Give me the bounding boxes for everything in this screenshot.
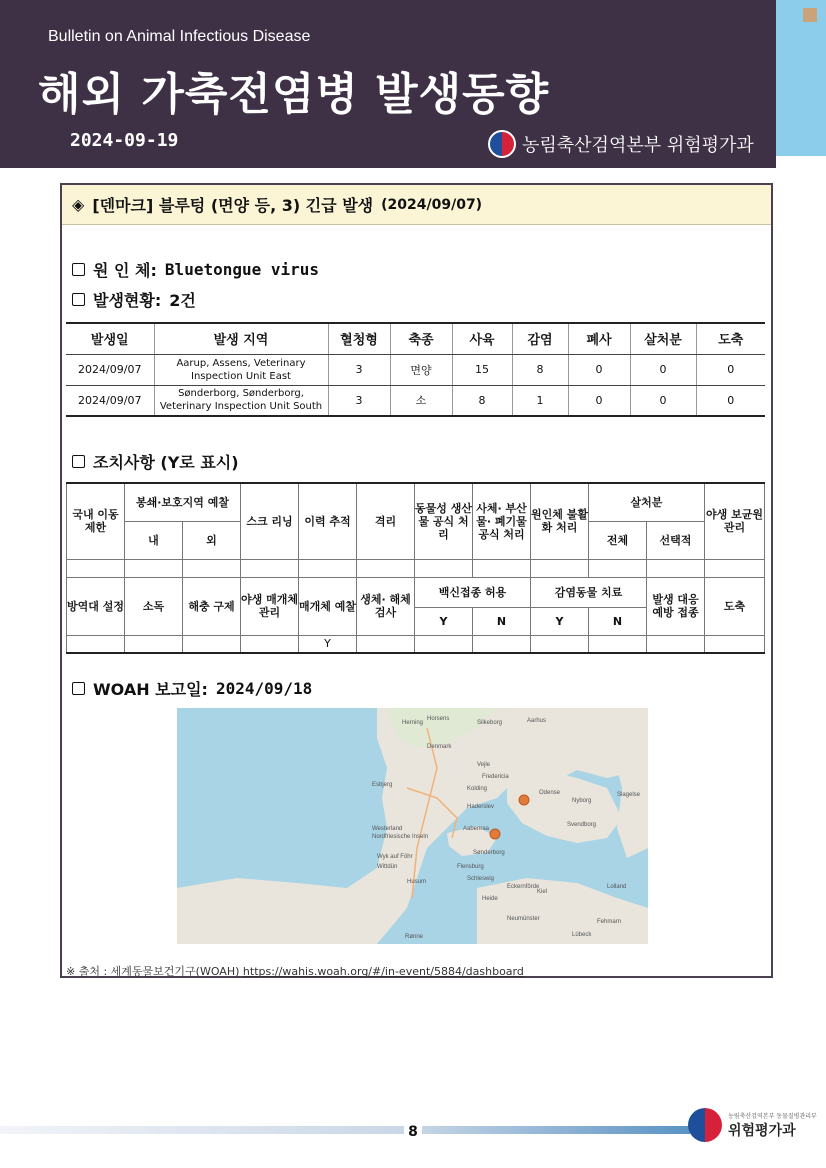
outbreak-marker — [490, 829, 500, 839]
cell: Aarup, Assens, Veterinary Inspection Unit East — [154, 354, 328, 385]
measure-zone-in: 내 — [125, 521, 183, 559]
cell: 8 — [512, 354, 568, 385]
measure-zone: 봉쇄·보호지역 예찰 — [125, 483, 241, 521]
value-cell — [473, 635, 531, 653]
measure-isolation: 격리 — [357, 483, 415, 559]
col-header: 폐사 — [568, 323, 630, 354]
footer-bar — [0, 1126, 690, 1134]
value-cell — [589, 635, 647, 653]
footer-logo — [688, 1108, 817, 1142]
cell: 0 — [568, 385, 630, 416]
value-cell — [241, 635, 299, 653]
measure-biotest: 생체· 해체 검사 — [357, 577, 415, 635]
map-svg — [177, 708, 648, 944]
status-label: 발생현황: — [93, 291, 162, 310]
map-label: Lübeck — [572, 932, 592, 938]
map-label: Lolland — [607, 884, 627, 890]
measure-cull-selective: 선택적 — [647, 521, 705, 559]
value-cell — [705, 635, 765, 653]
source-link[interactable]: https://wahis.woah.org/#/in-event/5884/dashboard — [242, 965, 524, 978]
cell: Sønderborg, Sønderborg, Veterinary Inspection Unit South — [154, 385, 328, 416]
pathogen-line — [72, 258, 319, 281]
measures-values-row — [67, 635, 765, 653]
page-title: 해외 가축전염병 발생동향 — [38, 69, 550, 120]
map-label: Slagelse — [617, 792, 641, 798]
col-header: 발생일 — [66, 323, 154, 354]
map-label: Herning — [402, 720, 424, 726]
measure-vaccine: 백신접종 허용 — [415, 577, 531, 607]
map-label: Husum — [407, 879, 427, 885]
status-value: 2건 — [169, 291, 196, 310]
map-label: Rønne — [405, 934, 424, 940]
page-number: 8 — [404, 1124, 422, 1142]
map-label: Heide — [482, 896, 498, 902]
government-emblem-icon — [688, 1108, 722, 1142]
map-label: Aarhus — [527, 718, 547, 724]
col-header: 살처분 — [630, 323, 696, 354]
col-header: 사육 — [452, 323, 512, 354]
value-cell — [531, 559, 589, 577]
measures-line — [72, 450, 239, 473]
measure-screening: 스크 리닝 — [241, 483, 299, 559]
section-title-text: [덴마크] 블루텅 (면양 등, 3) 긴급 발생 — [92, 196, 374, 215]
map-label: Denmark — [427, 744, 452, 750]
woah-line — [72, 677, 312, 700]
side-square — [803, 8, 817, 22]
measure-culling: 살처분 — [589, 483, 705, 521]
map-label: Flensburg — [457, 864, 484, 870]
woah-date: 2024/09/18 — [215, 679, 313, 698]
table-row — [66, 385, 765, 416]
cell: 소 — [390, 385, 452, 416]
measure-cull-all: 전체 — [589, 521, 647, 559]
section-title — [62, 185, 771, 225]
map-label: Fredericia — [482, 774, 509, 780]
measures-label: 조치사항 (Y로 표시) — [93, 453, 239, 472]
col-header: 축종 — [390, 323, 452, 354]
measures-values-row — [67, 559, 765, 577]
map-label: Nyborg — [572, 798, 592, 804]
map-label: Wittdün — [377, 864, 398, 870]
value-cell — [183, 559, 241, 577]
outbreak-table — [66, 322, 765, 417]
page-header — [0, 0, 776, 168]
value-cell — [183, 635, 241, 653]
value-cell — [531, 635, 589, 653]
vaccine-y: Y — [415, 607, 473, 635]
map-label: Sønderborg — [473, 850, 505, 856]
source-label: ※ 출처 : 세계동물보건기구(WOAH) — [66, 965, 240, 978]
value-cell — [647, 559, 705, 577]
measure-zone-out: 외 — [183, 521, 241, 559]
measure-zoning: 방역대 설정 — [67, 577, 125, 635]
footer-org-small: 농림축산검역본부 동물질병관리부 — [728, 1112, 817, 1120]
map-label: Svendborg — [567, 822, 597, 828]
cell: 0 — [568, 354, 630, 385]
measure-trace: 이력 추적 — [299, 483, 357, 559]
map-label: Eckernförde — [507, 884, 540, 890]
measure-movement: 국내 이동 제한 — [67, 483, 125, 559]
table-row — [66, 354, 765, 385]
map-label: Fehmarn — [597, 919, 622, 925]
cell: 15 — [452, 354, 512, 385]
pathogen-value: Bluetongue virus — [164, 260, 320, 279]
cell: 0 — [696, 354, 765, 385]
vector-surv-mark: Y — [299, 635, 357, 653]
source-note — [66, 963, 524, 979]
bulletin-subtitle: Bulletin on Animal Infectious Disease — [48, 28, 311, 45]
checkbox-icon — [72, 293, 85, 306]
diamond-icon: ◈ — [72, 195, 85, 214]
measure-treat: 감염동물 치료 — [531, 577, 647, 607]
value-cell — [647, 635, 705, 653]
value-cell — [299, 559, 357, 577]
outbreak-map — [177, 708, 648, 944]
col-header: 감염 — [512, 323, 568, 354]
cell: 3 — [328, 354, 390, 385]
map-label: Silkeborg — [477, 720, 503, 726]
treat-y: Y — [531, 607, 589, 635]
measure-slaughter: 도축 — [705, 577, 765, 635]
cell: 면양 — [390, 354, 452, 385]
outbreak-marker — [519, 795, 529, 805]
checkbox-icon — [72, 682, 85, 695]
checkbox-icon — [72, 263, 85, 276]
map-label: Vejle — [477, 762, 491, 768]
bulletin-date: 2024-09-19 — [70, 130, 179, 151]
map-label: Esbjerg — [372, 782, 393, 788]
measure-pest: 해충 구제 — [183, 577, 241, 635]
measure-disinfection: 소독 — [125, 577, 183, 635]
cell: 0 — [696, 385, 765, 416]
map-label: Haderslev — [467, 804, 495, 810]
value-cell — [67, 559, 125, 577]
value-cell — [67, 635, 125, 653]
value-cell — [357, 635, 415, 653]
value-cell — [589, 559, 647, 577]
col-header: 발생 지역 — [154, 323, 328, 354]
measure-prevent-vac: 발생 대응 예방 접종 — [647, 577, 705, 635]
value-cell — [241, 559, 299, 577]
cell: 0 — [630, 354, 696, 385]
map-label: Nordfriesische Inseln — [372, 834, 429, 840]
checkbox-icon — [72, 455, 85, 468]
map-label: Wyk auf Föhr — [377, 854, 413, 860]
measure-inactivation: 원인체 불활화 처리 — [531, 483, 589, 559]
cell: 2024/09/07 — [66, 354, 154, 385]
section-date: (2024/09/07) — [381, 196, 483, 213]
cell: 3 — [328, 385, 390, 416]
table-header-row — [66, 323, 765, 354]
map-label: Westerland — [372, 826, 403, 832]
cell: 1 — [512, 385, 568, 416]
measure-carcass: 사체· 부산물· 폐기물 공식 처리 — [473, 483, 531, 559]
measure-wildlife: 야생 보균원 관리 — [705, 483, 765, 559]
map-label: Aabenraa — [463, 826, 490, 832]
col-header: 혈청형 — [328, 323, 390, 354]
side-band — [776, 0, 826, 156]
col-header: 도축 — [696, 323, 765, 354]
measure-wild-vector: 야생 매개체 관리 — [241, 577, 299, 635]
treat-n: N — [589, 607, 647, 635]
woah-label: WOAH 보고일: — [93, 680, 208, 699]
map-label: Neumünster — [507, 916, 540, 922]
value-cell — [705, 559, 765, 577]
cell: 0 — [630, 385, 696, 416]
footer-org-main: 위험평가과 — [728, 1122, 796, 1139]
pathogen-label: 원 인 체: — [93, 261, 157, 280]
measures-table — [66, 482, 765, 654]
map-label: Horsens — [427, 716, 450, 722]
cell: 8 — [452, 385, 512, 416]
org-name: 농림축산검역본부 위험평가과 — [522, 135, 754, 156]
value-cell — [125, 635, 183, 653]
map-label: Odense — [539, 790, 561, 796]
map-label: Kolding — [467, 786, 488, 792]
measure-vector-surv: 매개체 예찰 — [299, 577, 357, 635]
vaccine-n: N — [473, 607, 531, 635]
value-cell — [357, 559, 415, 577]
value-cell — [473, 559, 531, 577]
map-label: Schleswig — [467, 876, 495, 882]
value-cell — [125, 559, 183, 577]
value-cell — [415, 635, 473, 653]
status-line — [72, 288, 196, 311]
map-label: Kiel — [537, 889, 548, 895]
measure-product: 동물성 생산물 공식 처리 — [415, 483, 473, 559]
government-emblem-icon — [488, 130, 516, 158]
value-cell — [415, 559, 473, 577]
org-label — [488, 130, 754, 158]
cell: 2024/09/07 — [66, 385, 154, 416]
